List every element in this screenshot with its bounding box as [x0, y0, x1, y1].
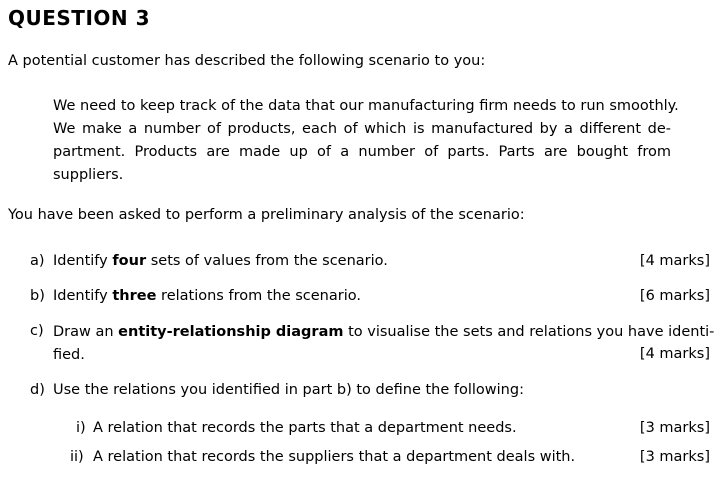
item-c-text: [53, 321, 714, 367]
subitem-ii-marks: [3 marks]: [639, 449, 710, 465]
item-b-marks: [6 marks]: [639, 288, 710, 304]
item-a-label: a): [30, 253, 45, 269]
subitem-i-marks: [3 marks]: [639, 420, 710, 436]
item-a-marks: [4 marks]: [639, 253, 710, 269]
item-a-bold: four: [112, 253, 147, 269]
item-c-line-1: [53, 321, 714, 344]
subitem-ii-text: A relation that records the suppliers that a department deals with.: [93, 449, 576, 465]
task-text: You have been asked to perform a preliminary analysis of the scenario:: [8, 207, 525, 223]
intro-text: A potential customer has described the following scenario to you:: [8, 53, 486, 69]
question-heading: QUESTION 3: [8, 6, 151, 30]
item-d-text: Use the relations you identified in part b) to define the following:: [53, 382, 524, 398]
scenario-line: We make a number of products, each of which is manufactured by a different de-: [53, 121, 671, 137]
subitem-i-text: A relation that records the parts that a department needs.: [93, 420, 517, 436]
item-b-post: relations from the scenario.: [156, 288, 361, 304]
item-c-post: to visualise the sets and relations you have identi-: [343, 324, 714, 340]
item-b-text: [53, 288, 361, 304]
item-b-label: b): [30, 288, 45, 304]
item-c-marks: [4 marks]: [639, 346, 710, 362]
scenario-line: suppliers.: [53, 167, 124, 183]
item-a-post: sets of values from the scenario.: [146, 253, 388, 269]
item-b-pre: Identify: [53, 288, 113, 304]
subitem-ii-label: ii): [70, 449, 84, 465]
item-a-text: [53, 253, 388, 269]
subitem-i-label: i): [76, 420, 86, 436]
item-b-bold: three: [112, 288, 157, 304]
item-a-pre: Identify: [53, 253, 113, 269]
item-c-bold: entity-relationship diagram: [118, 324, 344, 340]
scenario-quote: [53, 95, 679, 187]
item-c-label: c): [30, 323, 44, 339]
scenario-line: partment. Products are made up of a number of parts. Parts are bought from: [53, 144, 671, 160]
item-d-label: d): [30, 382, 45, 398]
item-c-line-2: fied.: [53, 347, 85, 363]
scenario-line: We need to keep track of the data that our manufacturing firm needs to run smoothly.: [53, 98, 679, 114]
item-c-pre: Draw an: [53, 324, 119, 340]
